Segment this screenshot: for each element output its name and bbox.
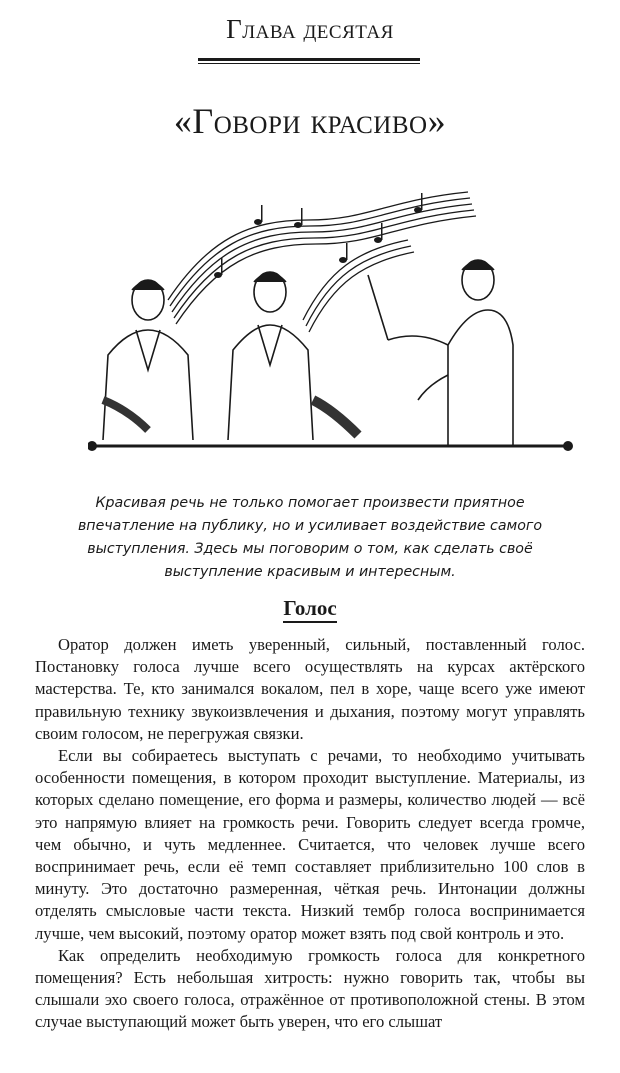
paragraph: Как определить необходимую громкость голоса для конкретного помещения? Есть небольшая хитрость: нужно говорить так, чтобы вы слышали эхо своего голоса, отражённое от противоположной стены. В этом случае выступающий может быть уверен, что его слышат — [35, 945, 585, 1032]
section-heading-text: Голос — [283, 596, 336, 623]
choir-singers-illustration — [88, 180, 578, 460]
chapter-title: «Говори красиво» — [173, 101, 447, 141]
paragraph: Если вы собираетесь выступать с речами, то необходимо учитывать особенности помещения, в котором проходит выступление. Материалы, из которых сделано помещение, его форма и размеры, количество людей — всё это напрямую влияет на громкость речи. Говорить следует всегда громче, чем обычно, и чуть медленнее. Считается, что человек лучше всего воспринимает речь, если её темп составляет приблизительно 100 слов в минуту. Это достаточно размеренная, чёткая речь. Интонации должны отделять смысловые части текста. Низкий тембр голоса воспринимается лучше, чем высокий, поэтому оратор может взять под свой контроль и это. — [35, 746, 585, 943]
paragraph: Оратор должен иметь уверенный, сильный, поставленный голос. Постановку голоса лучше всего осуществлять на курсах актёрского мастерства. Те, кто занимался вокалом, пел в хоре, чаще всего уже имеют правильную технику звукоизвлечения и дыхания, поэтому могут управлять своим голосом, не перегружая связки. — [35, 635, 585, 743]
conductor-figure — [368, 260, 513, 445]
chapter-intro: Красивая речь не только помогает произвести приятное впечатление на публику, но и усиливает воздействие самого выступления. Здесь мы поговорим о том, как сделать своё выступление красивым и интересным. — [77, 495, 543, 580]
chapter-divider — [198, 58, 420, 61]
music-staff-icon — [168, 192, 476, 332]
section-heading — [0, 596, 620, 621]
chapter-label: Глава десятая — [226, 14, 394, 44]
singer-figure-middle — [228, 272, 358, 440]
singer-figure-left — [103, 280, 193, 440]
body-text — [35, 634, 585, 1034]
